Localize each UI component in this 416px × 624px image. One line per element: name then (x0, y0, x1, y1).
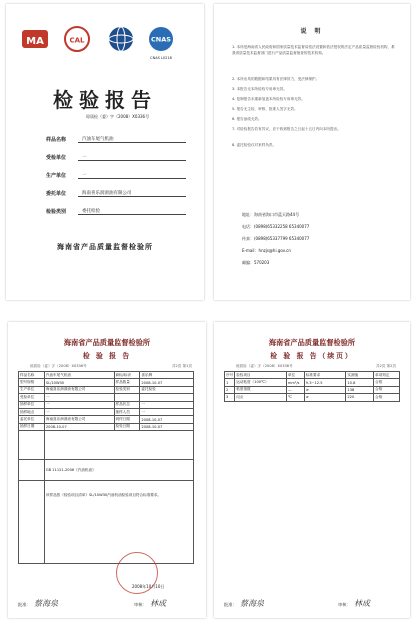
table-row: 3 闪点 ℃ ≥ 220 合格 (225, 394, 400, 401)
reviewer-signature: 林成 (150, 599, 166, 608)
report-number: 琼质检（委）字（2008）X0336号 (236, 364, 293, 368)
report-number: 琼质检（委）字（2008）X0336号 (86, 114, 150, 119)
contact-fax: 传真：(0898)65337799 65340077 (242, 236, 310, 241)
page-org-title: 海南省产品质量监督检验所 (63, 338, 151, 347)
report-cover-page (6, 4, 204, 300)
page-org-title: 海南省产品质量监督检验所 (268, 338, 356, 347)
reviewer-label: 审核： (134, 602, 147, 607)
table-row: 抽样日期 2008-10-07 检验日期 2008-10-07 (19, 423, 194, 430)
approver-signature: 蔡海泉 (240, 599, 264, 608)
approver-label: 批准： (224, 602, 237, 607)
report-notes-page (214, 4, 410, 300)
table-row: 抽样地点 一 抽样人员 一 (19, 408, 194, 415)
table-row: 委托单位 海南喜乐润滑油有限公司 到样日期 2008-10-07 (19, 416, 194, 423)
approver-label: 批准： (18, 602, 31, 607)
table-row: 2 粘度指数 — ≥ 138 合格 (225, 386, 400, 393)
field-inspection-type: 检验类别 委托检验 (46, 206, 186, 216)
cnas-logo (146, 24, 176, 54)
field-sample-name: 样品名称 汽油车尾气机油 (46, 134, 186, 144)
approver-signature: 蔡海泉 (34, 599, 58, 608)
inspection-basis: GB 11121-2006《汽油机油》 (44, 460, 193, 481)
notes-paragraph: 7. 对检验报告若有异议，应于收到报告之日起十五日内向本所提出。 (232, 127, 341, 131)
contact-phone: 电话：(0898)65332258 65340077 (242, 224, 310, 229)
reviewer-label: 审核： (338, 602, 351, 607)
table-header-row: 序号 检验项目 单位 标准要求 实测值 单项判定 (225, 372, 400, 379)
table-row: 1 运动粘度（100℃） mm²/s 9.3~12.5 10.8 合格 (225, 379, 400, 386)
page-indicator: 共2页 第1页 (171, 364, 192, 368)
svg-text:CAL: CAL (69, 36, 85, 45)
table-row: 生产单位 海南喜乐润滑油有限公司 检验类别 委托检验 (19, 386, 194, 393)
cal-logo (62, 24, 92, 54)
field-producer: 生产单位 一 (46, 170, 186, 180)
svg-text:MA: MA (26, 36, 44, 47)
notes-paragraph: 8. 委托检验仅对来样负责。 (232, 143, 277, 147)
reviewer-signature: 林成 (354, 599, 370, 608)
page-indicator: 共2页 第2页 (375, 364, 396, 368)
notes-paragraph: 6. 报告涂改无效。 (232, 117, 262, 121)
contact-address: 地址：海南省海口市蓝天路44号 (242, 212, 300, 217)
contact-email: E-mail：hnzjs@hi.gov.cn (242, 248, 291, 253)
table-row (19, 481, 194, 564)
table-row: 受检单位 一 (19, 394, 194, 401)
field-client: 委托单位 海南喜乐润滑油有限公司 (46, 188, 186, 198)
sign-date: 2008年10月10日 (132, 584, 165, 589)
table-row (19, 460, 194, 481)
table-row (19, 431, 194, 460)
notes-paragraph: 4. 复制报告未重新加盖本所检验专用章无效。 (232, 97, 305, 101)
notes-paragraph: 1. 本所是海南省人民政府和国家质量技术监督局依法设置和依法授权的法定产品质量监督检验机构，系我省质量技术监督部门进行产品质量监督抽查的技术机构。 (232, 45, 395, 56)
notes-paragraph: 5. 报告无主检、审核、批准人签字无效。 (232, 107, 298, 111)
report-number: 琼质检（委）字（2008）X0336号 (30, 364, 87, 368)
table-row: 型号规格 SL/10W30 样品数量 2008-10-07 (19, 379, 194, 386)
table-row: 抽样单位 一 样品状态 一 (19, 401, 194, 408)
sample-info-table (18, 371, 194, 564)
page-subtitle: 检 验 报 告 (82, 352, 132, 360)
cnas-globe-logo (106, 24, 136, 54)
svg-text:CNAS: CNAS (151, 35, 171, 44)
report-title: 检验报告 (53, 88, 157, 112)
inspection-conclusion: 该样品按《检验项目清单》SL/10W30汽油机油检验项目符合标准要求。 (44, 481, 193, 564)
contact-postcode: 邮编：570203 (242, 260, 270, 265)
page-subtitle: 检 验 报 告（续页） (270, 352, 354, 360)
notes-paragraph: 2. 本所出具的数据和结果具有法律效力，受法律保护。 (232, 77, 320, 81)
report-continuation-page (214, 322, 410, 618)
ma-logo (20, 24, 50, 54)
notes-paragraph: 3. 本报告无本所检验专用章无效。 (232, 87, 287, 91)
field-inspected-unit: 受检单位 一 (46, 152, 186, 162)
results-table (224, 371, 400, 402)
report-main-page (8, 322, 206, 618)
table-row: 样品名称 汽油车尾气机油 商标/标识 喜乐牌 (19, 372, 194, 379)
notes-heading: 说 明 (300, 28, 324, 35)
issuing-organization: 海南省产品质量监督检验所 (57, 243, 153, 251)
cnas-logo-caption: CNAS L0218 (150, 56, 172, 60)
